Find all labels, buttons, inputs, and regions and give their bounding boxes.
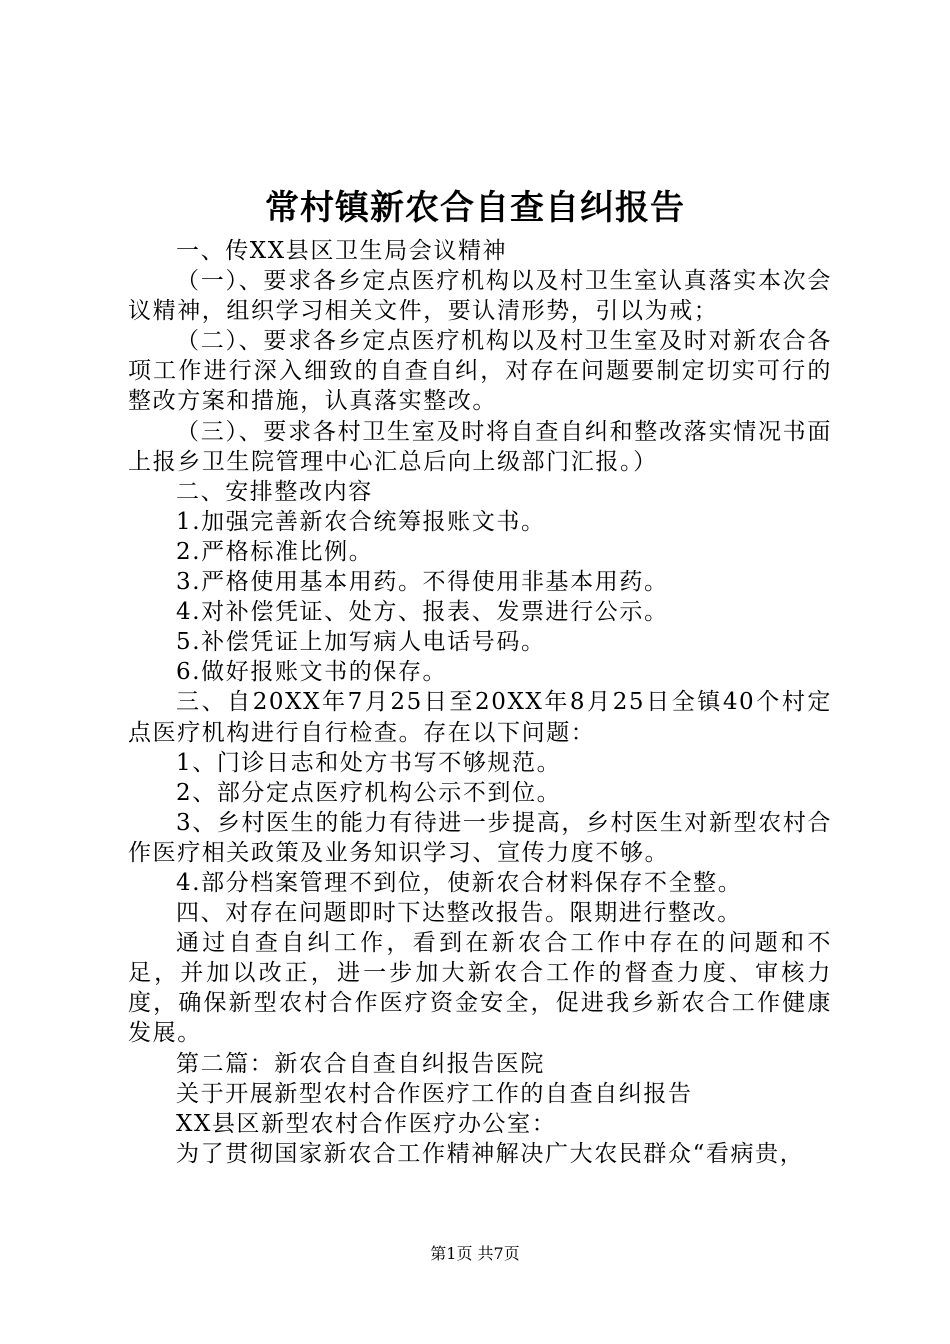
paragraph-21: XX县区新型农村合作医疗办公室： (176, 1110, 557, 1137)
paragraph-12: 三、自20XX年7月25日至20XX年8月25日全镇40个村定点医疗机构进行自行检查。存在以下问题： (128, 689, 832, 746)
paragraph-6: 1.加强完善新农合统筹报账文书。 (176, 508, 546, 535)
paragraph-10: 5.补偿凭证上加写病人电话号码。 (176, 629, 546, 656)
paragraph-5: 二、安排整改内容 (176, 478, 373, 505)
paragraph-13: 1、门诊日志和处方书写不够规范。 (176, 749, 562, 776)
page-footer: 第1页 共7页 (430, 1244, 520, 1263)
paragraph-15: 3、乡村医生的能力有待进一步提高，乡村医生对新型农村合作医疗相关政策及业务知识学习、宣传力度不够。 (128, 809, 832, 866)
paragraph-17: 四、对存在问题即时下达整改报告。限期进行整改。 (176, 900, 742, 927)
paragraph-8: 3.严格使用基本用药。不得使用非基本用药。 (176, 569, 669, 596)
paragraph-16: 4.部分档案管理不到位，使新农合材料保存不全整。 (176, 869, 743, 896)
paragraph-18: 通过自查自纠工作，看到在新农合工作中存在的问题和不足，并加以改正，进一步加大新农合工作的督查力度、审核力度，确保新型农村合作医疗资金安全，促进我乡新农合工作健康发展。 (128, 930, 832, 1047)
paragraph-11: 6.做好报账文书的保存。 (176, 659, 448, 686)
paragraph-1: 一、传XX县区卫生局会议精神 (176, 238, 508, 264)
paragraph-2: （一）、要求各乡定点医疗机构以及村卫生室认真落实本次会议精神，组织学习相关文件，要认清形势，引以为戒； (128, 268, 832, 325)
paragraph-9: 4.对补偿凭证、处方、报表、发票进行公示。 (176, 599, 669, 626)
document-body (128, 236, 832, 1169)
paragraph-19: 第二篇：新农合自查自纠报告医院 (176, 1050, 545, 1077)
paragraph-14: 2、部分定点医疗机构公示不到位。 (176, 779, 562, 806)
paragraph-4: （三）、要求各村卫生室及时将自查自纠和整改落实情况书面上报乡卫生院管理中心汇总后向上级部门汇报。） (128, 418, 832, 475)
paragraph-3: （二）、要求各乡定点医疗机构以及村卫生室及时对新农合各项工作进行深入细致的自查自纠，对存在问题要制定切实可行的整改方案和措施，认真落实整改。 (128, 328, 832, 415)
paragraph-7: 2.严格标准比例。 (176, 538, 374, 565)
document-title: 常村镇新农合自查自纠报告 (265, 188, 685, 228)
paragraph-22: 为了贯彻国家新农合工作精神解决广大农民群众“看病贵， (176, 1140, 805, 1167)
paragraph-20: 关于开展新型农村合作医疗工作的自查自纠报告 (176, 1080, 693, 1107)
